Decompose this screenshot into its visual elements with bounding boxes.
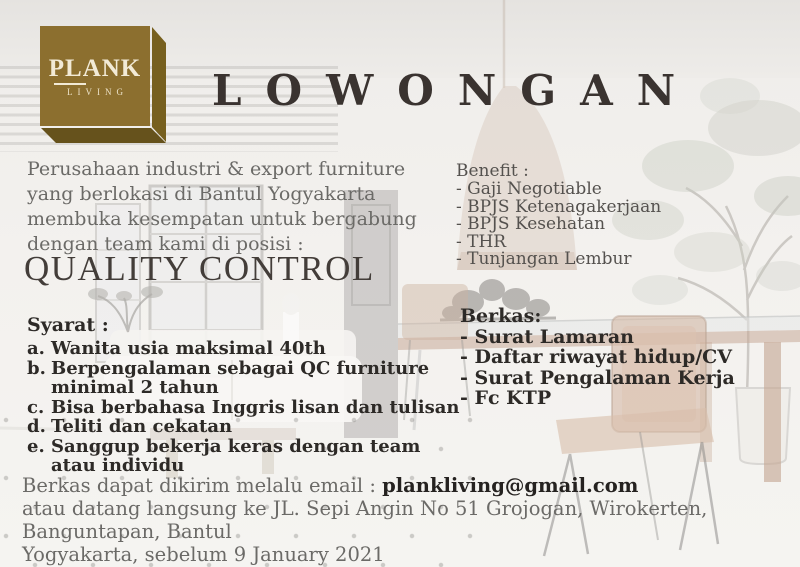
logo-text <box>40 56 150 97</box>
requirements-heading: Syarat : <box>27 314 109 336</box>
item-letter: d. <box>27 416 46 437</box>
benefit-item: - BPJS Kesehatan <box>456 214 606 235</box>
item-text: Sanggup bekerja keras dengan team atau individu <box>51 435 421 476</box>
poster-title: LOWONGAN <box>212 66 700 115</box>
benefit-item: - Tunjangan Lembur <box>456 249 632 270</box>
requirement-item <box>27 437 460 476</box>
contact-email: plankliving@gmail.com <box>382 474 639 497</box>
contact-line-1 <box>22 474 800 497</box>
benefit-item: - BPJS Ketenagakerjaan <box>456 196 662 217</box>
planter-shape <box>736 388 790 464</box>
documents-section <box>460 306 735 409</box>
intro-line: dengan team kami di posisi : <box>27 233 304 255</box>
document-item: - Fc KTP <box>460 387 552 410</box>
contact-footer <box>22 474 800 566</box>
logo-underline <box>54 83 86 85</box>
benefit-section <box>456 163 661 268</box>
document-item: - Surat Lamaran <box>460 325 634 348</box>
contact-line-3: Yogyakarta, sebelum 9 January 2021 <box>22 543 385 566</box>
item-letter: e. <box>27 435 45 457</box>
intro-line: yang berlokasi di Bantul Yogyakarta <box>27 183 376 205</box>
benefit-item: - THR <box>456 231 507 252</box>
email-prefix-text: Berkas dapat dikirim melalu email : <box>22 474 383 497</box>
item-letter: a. <box>27 338 45 359</box>
intro-line: membuka kesempatan untuk bergabung <box>27 208 417 230</box>
item-text: Berpengalaman sebagai QC furniture minimal 2 tahun <box>51 357 430 398</box>
requirement-item <box>27 398 460 418</box>
position-title: QUALITY CONTROL <box>24 249 375 288</box>
item-text: Wanita usia maksimal 40th <box>51 338 326 359</box>
benefit-heading: Benefit : <box>456 161 529 181</box>
contact-line-2: atau datang langsung ke JL. Sepi Angin No 51 Grojogan, Wirokerten, Banguntapan, Bantul <box>22 497 708 543</box>
requirement-item <box>27 359 460 398</box>
document-item: - Surat Pengalaman Kerja <box>460 366 735 389</box>
documents-heading: Berkas: <box>460 305 542 327</box>
intro-line: Perusahaan industri & export furniture <box>27 158 406 180</box>
item-letter: b. <box>27 357 46 379</box>
logo-brand-name: PLANK <box>48 55 142 82</box>
requirement-item <box>27 339 460 359</box>
document-item: - Daftar riwayat hidup/CV <box>460 346 733 369</box>
item-text: Teliti dan cekatan <box>51 416 233 437</box>
requirements-section <box>27 314 460 476</box>
requirement-item <box>27 417 460 437</box>
plank-living-logo <box>36 22 171 148</box>
item-letter: c. <box>27 396 45 418</box>
logo-sub-name: LIVING <box>67 87 128 97</box>
item-text: Bisa berbahasa Inggris lisan dan tulisan <box>51 396 460 418</box>
intro-paragraph <box>27 157 417 257</box>
benefit-item: - Gaji Negotiable <box>456 179 602 200</box>
